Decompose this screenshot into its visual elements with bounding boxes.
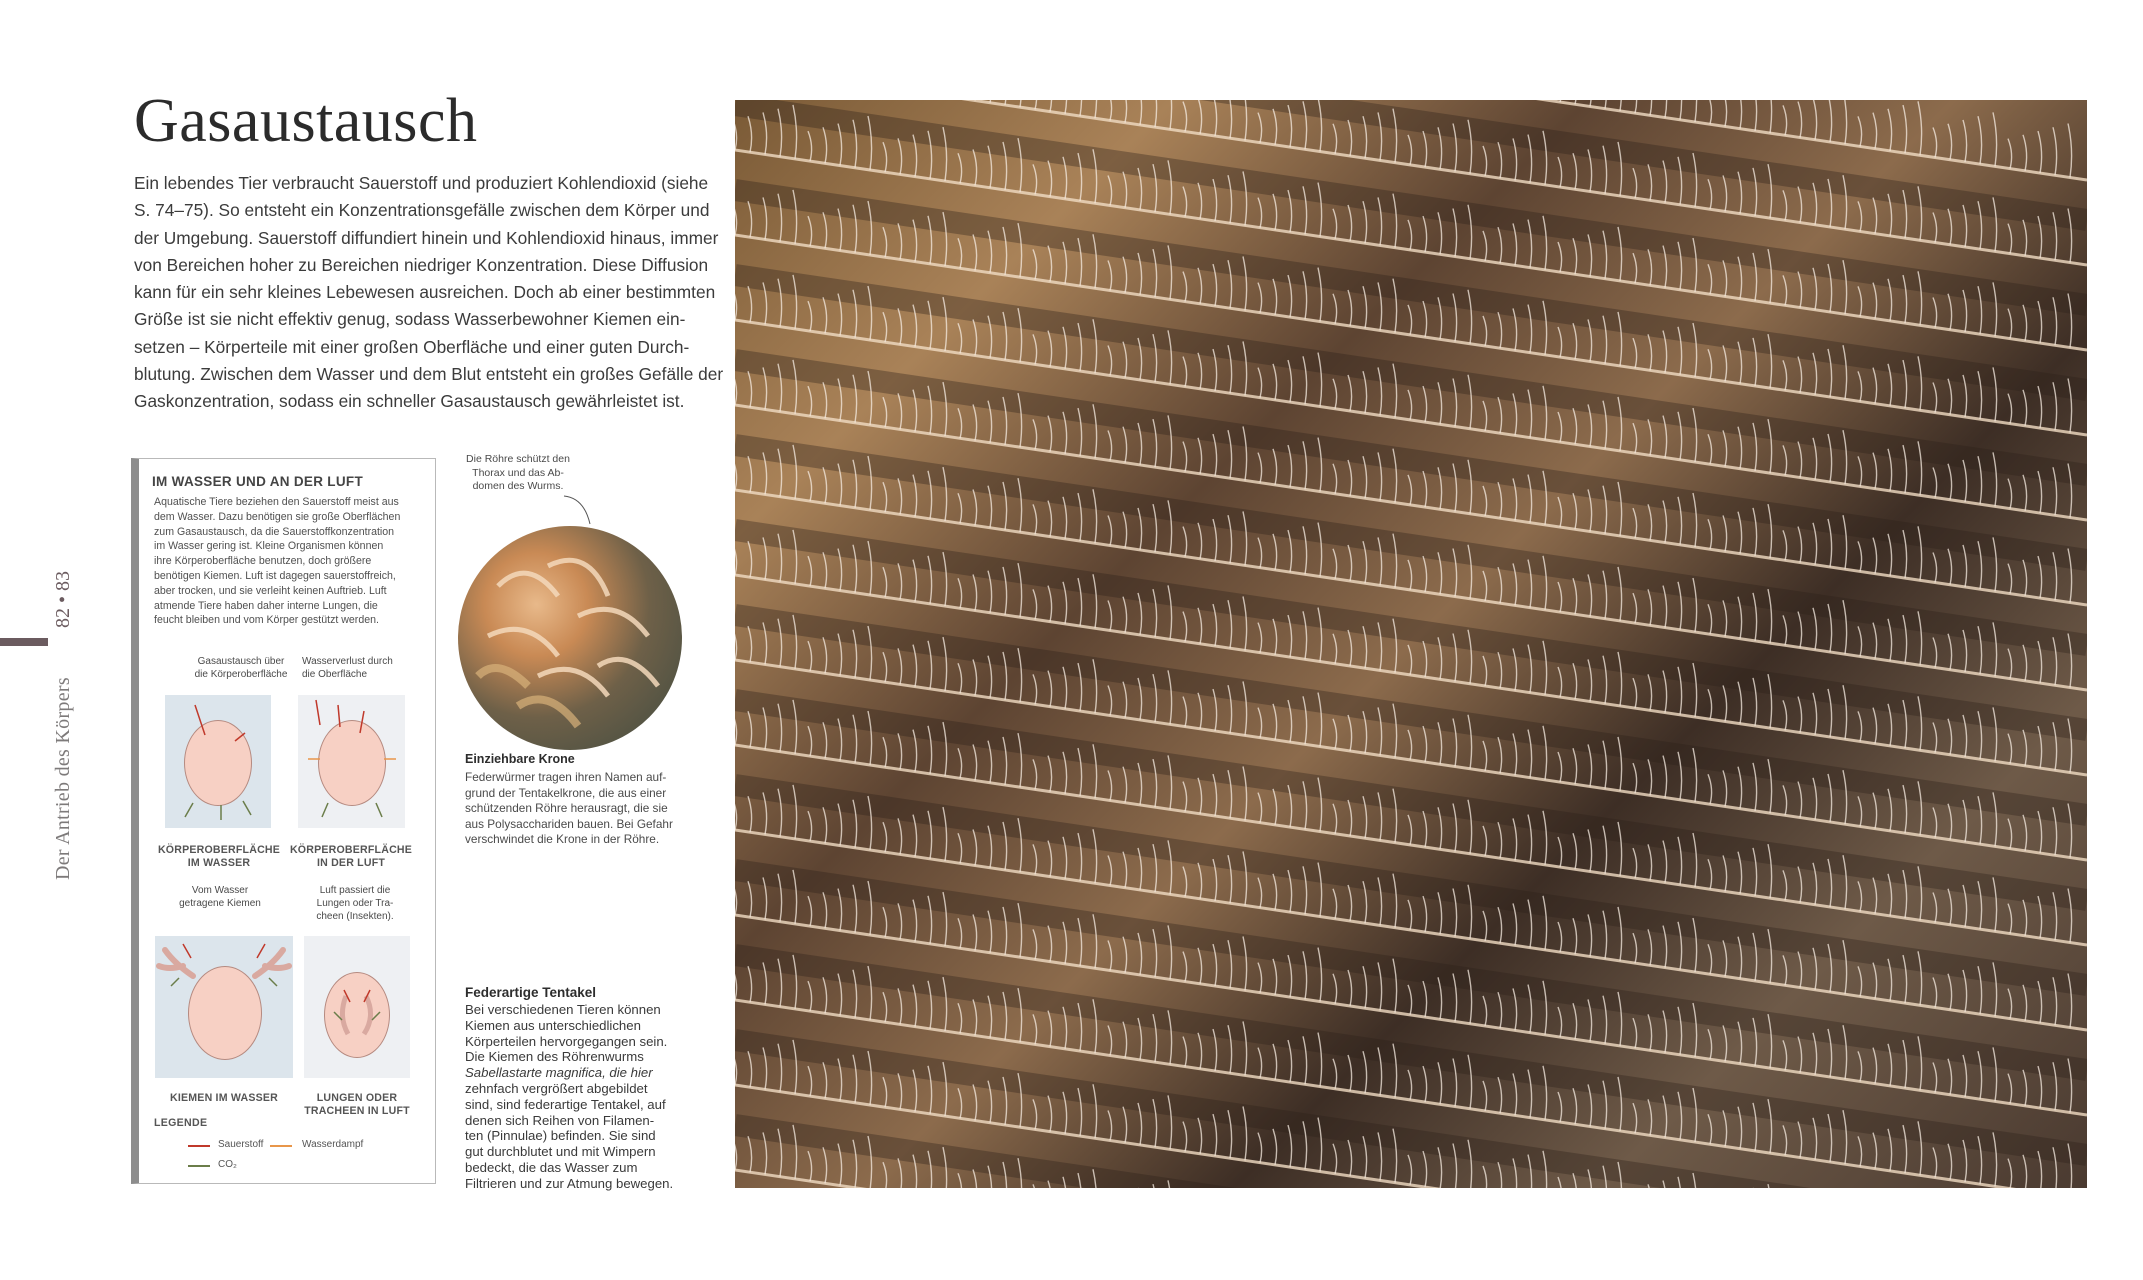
section-title: Der Antrieb des Körpers xyxy=(52,677,74,880)
info-line: dem Wasser. Dazu benötigen sie große Oberflächen xyxy=(154,510,401,523)
intro-paragraph xyxy=(134,170,724,416)
gas-arrows-icon xyxy=(165,695,271,828)
tube-caption: Die Röhre schützt den Thorax und das Ab- domen des Wurms. xyxy=(466,453,570,492)
info-line: zum Gasaustausch, da die Sauerstoffkonzentration xyxy=(154,525,395,538)
info-box-title: IM WASSER UND AN DER LUFT xyxy=(152,474,363,489)
intro-line: kann für ein sehr kleines Lebewesen ausreichen. Doch ab einer bestimmten xyxy=(134,282,716,303)
diagram-annotation: Luft passiert die Lungen oder Tra- cheen (Insekten). xyxy=(316,885,394,922)
tentacle-rows-texture xyxy=(735,100,2087,1188)
diagram-label: LUNGEN ODER TRACHEEN IN LUFT xyxy=(304,1092,410,1117)
page-numbers: 82 • 83 xyxy=(52,570,74,628)
intro-line: S. 74–75). So entsteht ein Konzentrationsgefälle zwischen dem Körper und xyxy=(134,200,710,221)
diagram-water-surface xyxy=(165,695,271,828)
intro-line: setzen – Körperteile mit einer großen Oberfläche und einer guten Durch- xyxy=(134,336,690,357)
info-line: aber trocken, und sie verleiht keinen Auftrieb. Luft xyxy=(154,584,387,597)
info-line: benötigen Kiemen. Luft ist dagegen sauerstoffreich, xyxy=(154,569,396,582)
legend-swatch-oxygen xyxy=(188,1145,210,1147)
tentacles-text: Bei verschiedenen Tieren können Kiemen aus unterschiedlichen Körperteilen hervorgegangen sein. Die Kiemen des Röhrenwurms Sabellastarte magnifica, die hier zehnfach vergrößert abgebildet sind, sind federartige Tentakel, auf denen sich Reihen von Filamen- ten (Pinnulae) befinden. Sie sind gut durchblutet und mit Wimpern bedeckt, die das Wasser zum Filtrieren und zur Atmung bewegen. xyxy=(465,1002,674,1191)
legend-swatch-co2 xyxy=(188,1165,210,1167)
tentacle-texture xyxy=(458,526,682,750)
intro-line: von Bereichen hoher zu Bereichen niedriger Konzentration. Diese Diffusion xyxy=(134,254,709,275)
intro-line: Gaskonzentration, sodass ein schneller Gasaustausch gewährleistet ist. xyxy=(134,391,685,412)
diagram-annotation: Gasaustausch über die Körperoberfläche xyxy=(194,656,288,680)
info-line: ihre Körperoberfläche benutzen, doch größere xyxy=(154,555,372,568)
diagram-label: KIEMEN IM WASSER xyxy=(170,1092,278,1104)
legend-swatch-vapor xyxy=(270,1145,292,1147)
diagram-label: KÖRPEROBERFLÄCHE IN DER LUFT xyxy=(289,844,413,869)
legend-label: Wasserdampf xyxy=(302,1139,364,1150)
info-line: atmende Tiere haben daher interne Lungen, die xyxy=(154,599,378,612)
info-line: im Wasser gering ist. Kleine Organismen können xyxy=(154,540,384,553)
legend-label: Sauerstoff xyxy=(218,1139,264,1150)
legend-title: LEGENDE xyxy=(154,1117,208,1129)
diagram-annotation: Vom Wasser getragene Kiemen xyxy=(179,885,261,909)
diagram-annotation: Wasserverlust durch die Oberfläche xyxy=(302,656,393,680)
lungs-icon xyxy=(304,936,410,1078)
intro-line: blutung. Zwischen dem Wasser und dem Blut entsteht ein großes Gefälle der xyxy=(134,364,724,385)
worm-crown-photo xyxy=(458,526,682,750)
intro-line: der Umgebung. Sauerstoff diffundiert hinein und Kohlendioxid hinaus, immer xyxy=(134,227,719,248)
crown-text: Federwürmer tragen ihren Namen auf- grund der Tentakelkrone, die aus einer schützenden Röhre herausragt, die sie aus Polysacchariden bauen. Bei Gefahr verschwindet die Krone in der Röhre. xyxy=(465,770,673,847)
info-box-text xyxy=(154,495,416,628)
page-marker-bar xyxy=(0,638,48,646)
diagram-gills-water xyxy=(155,936,293,1078)
gas-arrows-icon xyxy=(298,695,405,828)
info-line: feucht bleiben und vom Körper gestützt werden. xyxy=(154,614,379,627)
intro-line: Ein lebendes Tier verbraucht Sauerstoff und produziert Kohlendioxid (siehe xyxy=(134,173,709,193)
crown-heading: Einziehbare Krone xyxy=(465,752,575,766)
diagram-lungs-air xyxy=(304,936,410,1078)
diagram-air-surface xyxy=(298,695,405,828)
diagram-label: KÖRPEROBERFLÄCHE IM WASSER xyxy=(157,844,281,869)
legend-label: CO₂ xyxy=(218,1159,237,1170)
info-line: Aquatische Tiere beziehen den Sauerstoff meist aus xyxy=(154,496,399,508)
feather-tentacles-photo xyxy=(735,100,2087,1188)
gills-icon xyxy=(155,936,293,1078)
intro-line: Größe ist sie nicht effektiv genug, sodass Wasserbewohner Kiemen ein- xyxy=(134,309,686,330)
page-title: Gasaustausch xyxy=(134,87,478,155)
tentacles-heading: Federartige Tentakel xyxy=(465,985,597,1000)
